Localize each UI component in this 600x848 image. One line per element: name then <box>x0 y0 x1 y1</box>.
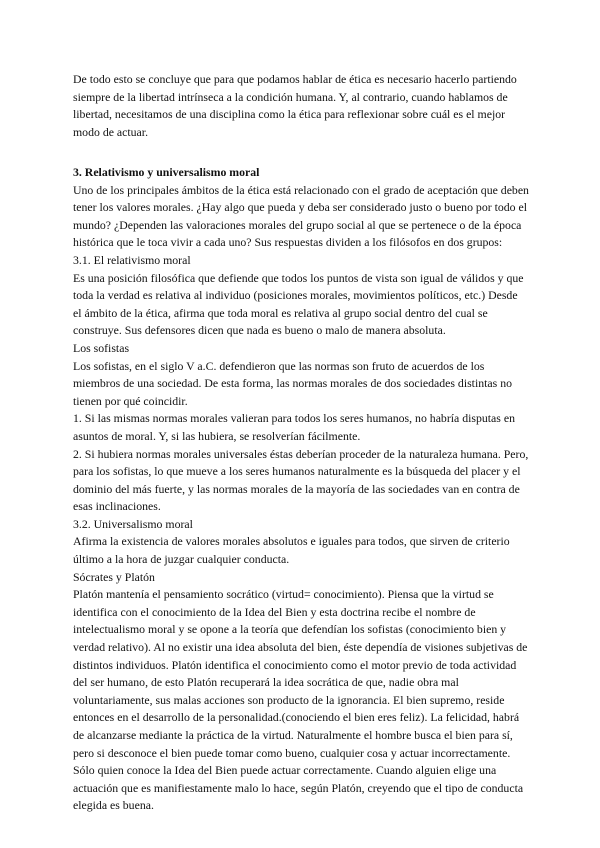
sofistas-point-2: 2. Si hubiera normas morales universales éstas deberían proceder de la naturaleza humana. Pero, para los sofistas, lo que mueve a los seres humanos naturalmente es la búsqueda del placer y el dominio del más fuerte, y las normas morales de la mayoría de las sociedades van en contra de esas inclinaciones. <box>73 446 529 514</box>
sofistas-point-1: 1. Si las mismas normas morales valieran para todos los seres humanos, no habría disputas en asuntos de moral. Y, si las hubiera, se resolverían fácilmente. <box>73 411 515 443</box>
section-3 <box>73 164 529 815</box>
subsection-universalismo-title: 3.2. Universalismo moral <box>73 516 193 531</box>
subsection-relativismo-title: 3.1. El relativismo moral <box>73 252 191 267</box>
subsection-universalismo-paragraph: Afirma la existencia de valores morales absolutos e iguales para todos, que sirven de criterio último a la hora de juzgar cualquier conducta. <box>73 534 510 567</box>
intro-block <box>73 71 529 141</box>
socrates-platon-title: Sócrates y Platón <box>73 569 155 584</box>
sofistas-paragraph: Los sofistas, en el siglo V a.C. defendieron que las normas son fruto de acuerdos de los miembros de una sociedad. De esta forma, las normas morales de dos sociedades distintas no tienen por qué coincidir. <box>73 358 512 408</box>
section-title: 3. Relativismo y universalismo moral <box>73 165 260 179</box>
subsection-relativismo-paragraph: Es una posición filosófica que defiende que todos los puntos de vista son igual de válidos y que toda la verdad es relativa al individuo (posiciones morales, movimientos políticos, etc.) Desde el ámbito de la ética, afirma que toda moral es relativa al grupo social dentro del cual se construye. Sus defensores dicen que nada es bueno o malo de manera absoluta. <box>73 270 524 338</box>
intro-paragraph: De todo esto se concluye que para que podamos hablar de ética es necesario hacerlo partiendo siempre de la libertad intrínseca a la condición humana. Y, al contrario, cuando hablamos de libertad, necesitamos de una disciplina como la ética para reflexionar sobre cuál es el mejor modo de actuar. <box>73 72 517 139</box>
section-intro-paragraph: Uno de los principales ámbitos de la ética está relacionado con el grado de aceptación que deben tener los valores morales. ¿Hay algo que pueda y deba ser considerado justo o bueno por todo el mundo? ¿Dependen las valoraciones morales del grupo social al que se pertenece o de la época histórica que le toca vivir a cada uno? Sus respuestas dividen a los filósofos en dos grupos: <box>73 182 529 250</box>
socrates-platon-paragraph: Platón mantenía el pensamiento socrático (virtud= conocimiento). Piensa que la virtud se identifica con el conocimiento de la Idea del Bien y esta doctrina recibe el nombre de intelectualismo moral y se opone a la teoría que defendían los sofistas (conocimiento bien y verdad relativo). Al no existir una idea absoluta del bien, éste dependía de visiones subjetivas de distintos individuos. Platón identifica el conocimiento como el motor previo de toda actividad del ser humano, de esto Platón recuperará la idea socrática de que, nadie obra mal voluntariamente, sus malas acciones son producto de la ignorancia. El bien supremo, reside entonces en el desarrollo de la personalidad.(conociendo el bien eres feliz). La felicidad, habrá de alcanzarse mediante la práctica de la virtud. Naturalmente el hombre busca el bien para sí, pero si desconoce el bien puede tomar como bueno, cualquier cosa y actuar incorrectamente. Sólo quien conoce la Idea del Bien puede actuar correctamente. Cuando alguien elige una actuación que es manifiestamente malo lo hace, según Platón, creyendo que el tipo de conducta elegida es buena. <box>73 587 528 813</box>
sofistas-title: Los sofistas <box>73 340 130 355</box>
